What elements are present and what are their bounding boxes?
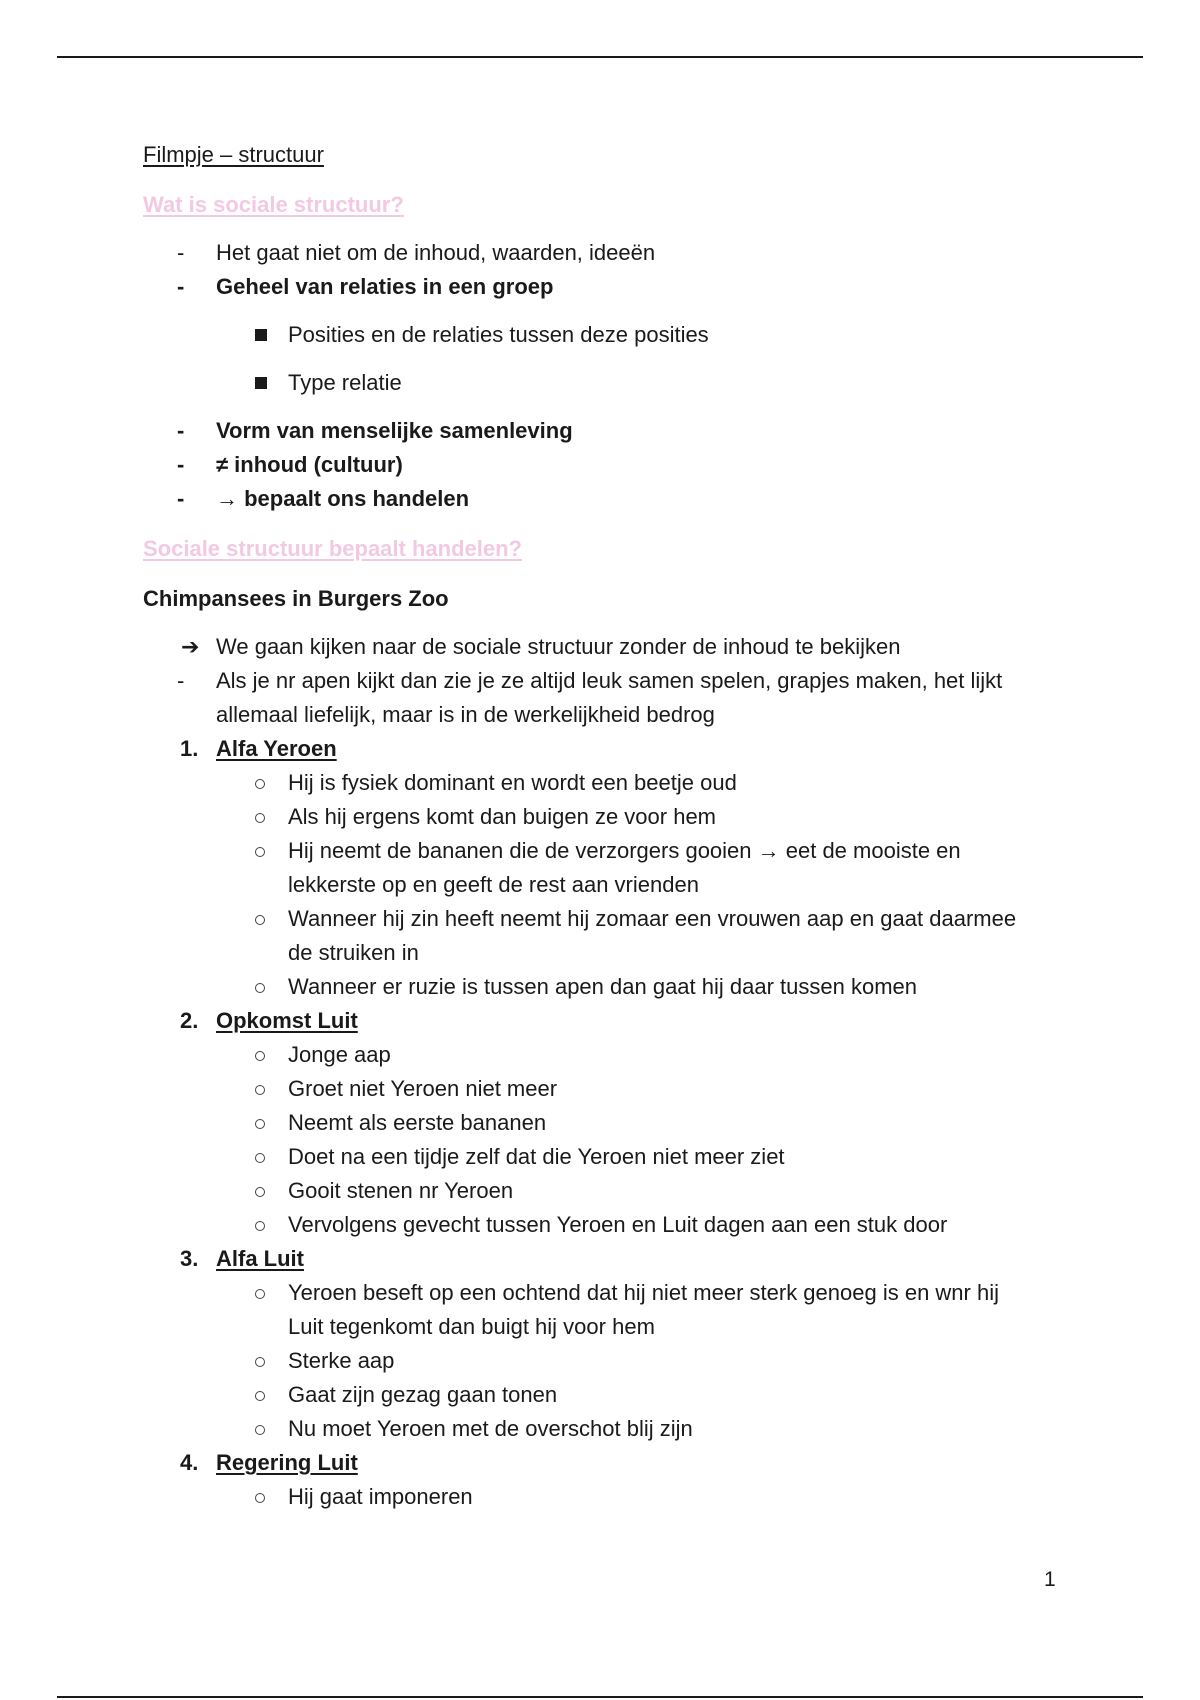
list-item: Nu moet Yeroen met de overschot blij zijn (143, 1412, 1063, 1446)
subheading-chimpansees: Chimpansees in Burgers Zoo (143, 586, 449, 611)
list-item: - → bepaalt ons handelen (143, 482, 1063, 516)
list-item: Gooit stenen nr Yeroen (143, 1174, 1063, 1208)
heading-sociale-structuur: Wat is sociale structuur? (143, 192, 404, 217)
list-item: - Als je nr apen kijkt dan zie je ze altijd leuk samen spelen, grapjes maken, het lijkt (143, 664, 1063, 698)
section-title: Regering Luit (216, 1450, 358, 1475)
circle-bullet-icon (255, 1187, 265, 1197)
section-number: 1. (180, 736, 199, 761)
section-heading (143, 1004, 1063, 1038)
arrow-right-icon: ➔ (181, 634, 200, 659)
list-item: Type relatie (143, 366, 1063, 400)
circle-bullet-icon (255, 813, 265, 823)
circle-bullet-icon (255, 779, 265, 789)
circle-bullet-icon (255, 1119, 265, 1129)
circle-bullet-icon (255, 847, 265, 857)
document-page (143, 138, 1063, 1514)
circle-bullet-icon (255, 1289, 265, 1299)
list-item: Gaat zijn gezag gaan tonen (143, 1378, 1063, 1412)
list-item-continuation: de struiken in (288, 940, 419, 965)
list-item: Wanneer hij zin heeft neemt hij zomaar een vrouwen aap en gaat daarmee (143, 902, 1063, 936)
list-item-continuation: allemaal liefelijk, maar is in de werkelijkheid bedrog (216, 702, 715, 727)
page-title: Filmpje – structuur (143, 142, 324, 167)
header-rule (57, 56, 1143, 58)
list-item: Vervolgens gevecht tussen Yeroen en Luit dagen aan een stuk door (143, 1208, 1063, 1242)
dash-bullet: - (177, 452, 185, 477)
section-heading (143, 1446, 1063, 1480)
section-title: Opkomst Luit (216, 1008, 358, 1033)
list-item: Wanneer er ruzie is tussen apen dan gaat hij daar tussen komen (143, 970, 1063, 1004)
dash-bullet: - (177, 418, 185, 443)
circle-bullet-icon (255, 1391, 265, 1401)
list-item-continuation: lekkerste op en geeft de rest aan vrienden (288, 872, 699, 897)
page-number: 1 (1044, 1568, 1056, 1591)
list-item: Groet niet Yeroen niet meer (143, 1072, 1063, 1106)
circle-bullet-icon (255, 1425, 265, 1435)
circle-bullet-icon (255, 915, 265, 925)
list-item: Posities en de relaties tussen deze posities (143, 318, 1063, 352)
heading-structuur-handelen: Sociale structuur bepaalt handelen? (143, 536, 522, 561)
section-number: 4. (180, 1450, 199, 1475)
list-item: - ≠ inhoud (cultuur) (143, 448, 1063, 482)
list-item: Als hij ergens komt dan buigen ze voor hem (143, 800, 1063, 834)
circle-bullet-icon (255, 1153, 265, 1163)
circle-bullet-icon (255, 1221, 265, 1231)
section-title: Alfa Luit (216, 1246, 304, 1271)
list-item: Hij neemt de bananen die de verzorgers gooien → eet de mooiste en (143, 834, 1063, 868)
section-title: Alfa Yeroen (216, 736, 337, 761)
section-heading (143, 732, 1063, 766)
circle-bullet-icon (255, 1051, 265, 1061)
list-item: - Vorm van menselijke samenleving (143, 414, 1063, 448)
list-item: Hij gaat imponeren (143, 1480, 1063, 1514)
list-item: Sterke aap (143, 1344, 1063, 1378)
circle-bullet-icon (255, 1493, 265, 1503)
section-number: 3. (180, 1246, 199, 1271)
list-item: - Geheel van relaties in een groep (143, 270, 1063, 304)
list-item: Doet na een tijdje zelf dat die Yeroen niet meer ziet (143, 1140, 1063, 1174)
list-item: ➔ We gaan kijken naar de sociale structuur zonder de inhoud te bekijken (143, 630, 1063, 664)
circle-bullet-icon (255, 1085, 265, 1095)
list-item: - Het gaat niet om de inhoud, waarden, ideeën (143, 236, 1063, 270)
square-bullet-icon (255, 329, 267, 341)
dash-bullet: - (177, 668, 185, 693)
circle-bullet-icon (255, 1357, 265, 1367)
dash-bullet: - (177, 486, 185, 511)
numbered-sections (143, 732, 1063, 1514)
section-number: 2. (180, 1008, 199, 1033)
list-item: Yeroen beseft op een ochtend dat hij niet meer sterk genoeg is en wnr hij (143, 1276, 1063, 1310)
footer-rule (57, 1696, 1143, 1698)
list-item: Hij is fysiek dominant en wordt een beetje oud (143, 766, 1063, 800)
list-item-continuation: Luit tegenkomt dan buigt hij voor hem (288, 1314, 655, 1339)
list-item: Jonge aap (143, 1038, 1063, 1072)
circle-bullet-icon (255, 983, 265, 993)
list-item: Neemt als eerste bananen (143, 1106, 1063, 1140)
section-heading (143, 1242, 1063, 1276)
dash-bullet: - (177, 274, 185, 299)
dash-bullet: - (177, 240, 185, 265)
square-bullet-icon (255, 377, 267, 389)
